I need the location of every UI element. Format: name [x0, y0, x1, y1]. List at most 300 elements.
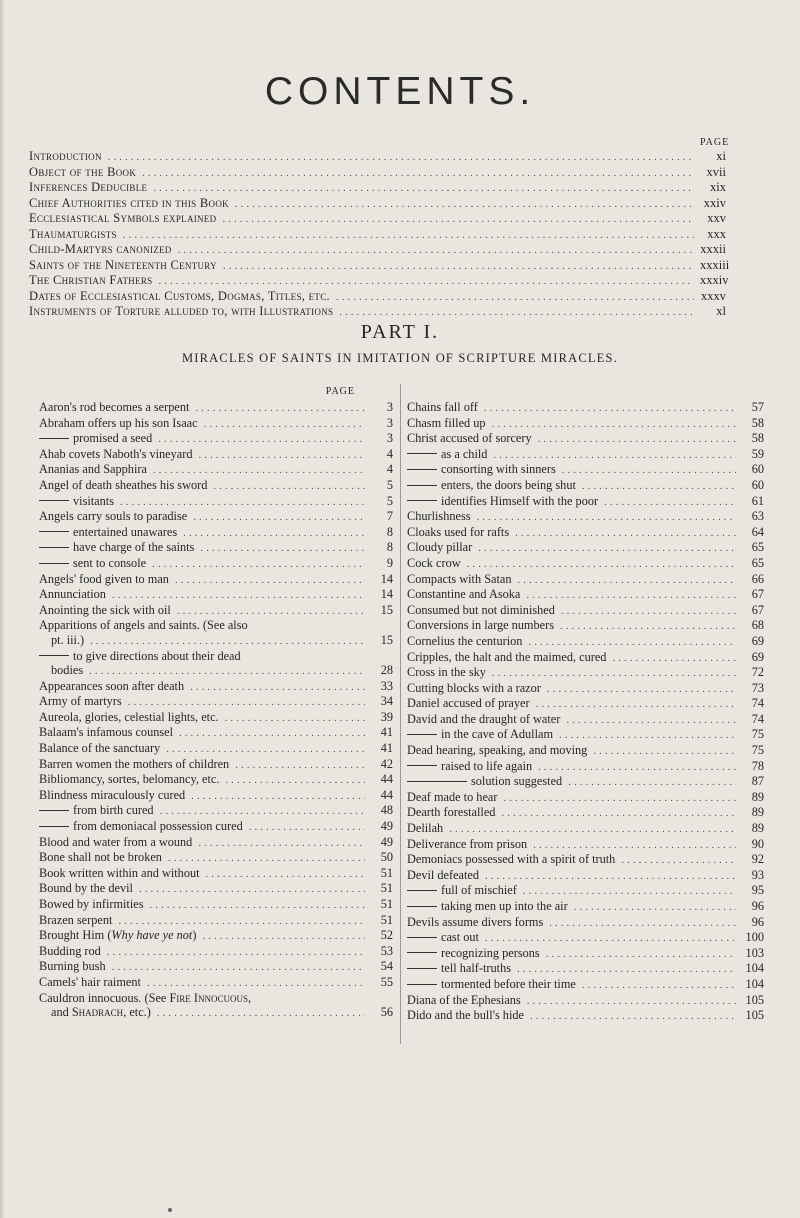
index-entry-page: 4 — [386, 446, 393, 461]
dot-leader — [157, 1006, 365, 1021]
dot-leader — [547, 682, 736, 697]
index-entry-page: 42 — [380, 756, 393, 771]
dot-leader — [166, 742, 365, 757]
dot-leader — [160, 804, 365, 819]
part-subtitle: MIRACLES OF SAINTS IN IMITATION OF SCRIPTURE MIRACLES. — [181, 351, 619, 365]
index-entry[interactable] — [39, 881, 393, 897]
index-entry[interactable] — [407, 837, 764, 853]
index-entry[interactable] — [407, 603, 764, 619]
index-entry-page: 3 — [386, 400, 393, 414]
index-entry-page: 50 — [380, 850, 393, 865]
dot-leader — [213, 479, 365, 494]
index-entry-page: 67 — [751, 587, 764, 602]
index-entry-label — [39, 725, 173, 740]
index-entry-page: 104 — [745, 976, 764, 991]
dot-leader — [536, 697, 736, 712]
index-entry-label — [407, 681, 541, 696]
index-entry-label — [407, 634, 522, 649]
index-entry-page: 65 — [751, 540, 764, 555]
dot-leader — [485, 931, 736, 946]
dot-leader — [90, 634, 365, 649]
index-entry-page: 73 — [751, 680, 764, 695]
index-entry-label — [39, 928, 196, 943]
index-entry[interactable] — [407, 790, 764, 806]
index-entry[interactable] — [39, 928, 393, 944]
dot-leader — [202, 929, 365, 944]
index-entry-text: Cornelius the centurion — [407, 633, 523, 648]
index-entry-label — [39, 788, 185, 803]
toc-row[interactable] — [29, 211, 726, 227]
index-entry-cross-ref: Fire Innocuous — [169, 990, 248, 1005]
index-entry-page: 93 — [751, 867, 764, 882]
index-entry-label — [39, 803, 154, 818]
index-entry[interactable] — [39, 725, 393, 741]
ditto-rule — [407, 937, 437, 938]
index-entry-page: 5 — [386, 477, 393, 492]
index-entry-page: 69 — [751, 633, 764, 648]
toc-entry-label: Ecclesiastical Symbols explained — [29, 211, 217, 225]
dot-leader — [89, 664, 365, 679]
index-entry-text: Dead hearing, speaking, and moving — [407, 743, 588, 758]
index-entry-label — [407, 572, 512, 587]
index-entry-text: Anointing the sick with oil — [39, 602, 171, 617]
index-entry-cross-ref: Shadrach — [71, 1005, 124, 1020]
index-entry[interactable] — [39, 694, 393, 710]
index-entry-label — [39, 525, 177, 540]
index-entry-page: 61 — [751, 493, 764, 508]
dot-leader — [449, 822, 736, 837]
index-entry[interactable] — [407, 899, 764, 915]
index-entry-label — [39, 694, 122, 709]
index-entry[interactable] — [407, 821, 764, 837]
ditto-rule — [39, 563, 69, 564]
index-entry-text: Blindness miraculously cured — [39, 787, 186, 802]
dot-leader — [582, 978, 736, 993]
dot-leader — [538, 760, 736, 775]
dot-leader — [200, 541, 365, 556]
toc-entry-page: xxxii — [700, 242, 726, 256]
index-entry[interactable] — [39, 663, 393, 679]
dot-leader — [530, 1009, 736, 1024]
index-entry[interactable] — [39, 556, 393, 572]
index-entry-label — [39, 649, 241, 664]
index-entry[interactable] — [407, 930, 764, 946]
index-entry-label — [407, 478, 576, 493]
index-entry[interactable] — [39, 478, 393, 494]
index-entry[interactable] — [407, 852, 764, 868]
toc-row[interactable] — [29, 242, 726, 258]
index-entry-label — [407, 930, 479, 945]
index-entry-label — [407, 650, 606, 665]
index-entry-label — [407, 603, 555, 618]
index-entry-text: Churlishness — [407, 509, 471, 524]
index-entry[interactable] — [39, 603, 393, 619]
toc-entry-page: xxv — [707, 211, 726, 225]
dot-leader — [235, 758, 365, 773]
dot-leader — [123, 229, 694, 241]
index-entry[interactable] — [407, 681, 764, 697]
index-entry[interactable] — [407, 712, 764, 728]
index-entry[interactable] — [407, 509, 764, 525]
index-entry[interactable] — [407, 556, 764, 572]
index-entry-text: have charge of the saints — [73, 540, 195, 555]
index-entry-text: Ahab covets Naboth's vineyard — [39, 446, 193, 461]
index-entry[interactable] — [39, 757, 393, 773]
index-entry[interactable] — [39, 913, 393, 929]
dot-leader — [249, 820, 365, 835]
index-entry[interactable] — [39, 447, 393, 463]
index-entry-text: Cutting blocks with a razor — [407, 680, 541, 695]
dot-leader — [150, 898, 365, 913]
toc-entry-label: Saints of the Nineteenth Century — [29, 257, 217, 272]
toc-entry-label: Inferences Deducible — [29, 180, 148, 194]
index-entry-label — [407, 431, 532, 446]
index-entry-page: 28 — [380, 663, 393, 678]
ditto-rule — [407, 781, 467, 782]
dot-leader — [118, 914, 365, 929]
index-entry[interactable] — [39, 494, 393, 510]
dot-leader — [204, 417, 365, 432]
index-entry-text: Budding rod — [39, 943, 101, 958]
index-entry[interactable] — [39, 400, 393, 416]
index-entry[interactable] — [407, 525, 764, 541]
index-entry-text: Burning bush — [39, 959, 106, 974]
index-column-left — [39, 386, 393, 1021]
index-entry[interactable] — [407, 540, 764, 556]
index-entry[interactable] — [407, 494, 764, 510]
index-entry-text: Cloudy pillar — [407, 540, 473, 555]
index-entry[interactable] — [39, 897, 393, 913]
toc-row[interactable] — [29, 149, 726, 165]
index-entry-label — [39, 881, 133, 896]
index-entry[interactable] — [39, 803, 393, 819]
ditto-rule — [39, 655, 69, 656]
index-entry[interactable] — [407, 805, 764, 821]
dot-leader — [559, 728, 736, 743]
toc-row[interactable] — [29, 227, 726, 243]
index-entry[interactable] — [407, 462, 764, 478]
index-entry-text: Book written within and without — [39, 865, 200, 880]
index-entry-page: 105 — [745, 992, 764, 1007]
dot-leader — [526, 588, 736, 603]
index-entry-text: full of mischief — [441, 883, 517, 898]
toc-entry-page: xxxiv — [700, 273, 729, 287]
index-entry[interactable] — [407, 961, 764, 977]
index-entry-label — [407, 993, 521, 1008]
dot-leader — [562, 463, 736, 478]
index-entry[interactable] — [407, 431, 764, 447]
dot-leader — [112, 960, 365, 975]
index-entry[interactable] — [407, 883, 764, 899]
index-entry-page: 87 — [751, 774, 764, 789]
index-entry-label — [407, 899, 568, 914]
dot-leader — [112, 588, 365, 603]
index-entry-text: to give directions about their dead — [73, 648, 241, 663]
index-entry[interactable] — [407, 993, 764, 1009]
index-entry-label — [407, 821, 443, 836]
index-entry[interactable] — [39, 991, 393, 1006]
toc-row[interactable] — [29, 304, 726, 320]
toc-row[interactable] — [29, 180, 726, 196]
index-entry-page: 52 — [380, 928, 393, 943]
index-entry[interactable] — [407, 946, 764, 962]
toc-entry-page: xvii — [706, 164, 726, 179]
index-entry[interactable] — [39, 850, 393, 866]
index-entry-page: 60 — [751, 477, 764, 492]
dot-leader — [574, 900, 736, 915]
index-entry-text: Dearth forestalled — [407, 805, 496, 820]
index-entry[interactable] — [39, 959, 393, 975]
index-entry[interactable] — [39, 975, 393, 991]
index-entry-page: 14 — [380, 571, 393, 586]
index-entry-page: 8 — [386, 540, 393, 555]
index-entry-text: tell half-truths — [441, 961, 512, 976]
index-entry-text: Dido and the bull's hide — [407, 1008, 524, 1023]
ditto-rule — [39, 810, 69, 811]
dot-leader — [484, 401, 736, 416]
dot-leader — [183, 526, 365, 541]
index-entry-label — [407, 525, 509, 540]
index-entry-page: 103 — [745, 945, 764, 960]
dot-leader — [199, 448, 366, 463]
index-entry-text: entertained unawares — [73, 524, 178, 539]
dot-leader — [527, 994, 736, 1009]
index-entry-label — [39, 618, 248, 633]
ditto-rule — [39, 531, 69, 532]
dot-leader — [604, 495, 736, 510]
index-entry-suffix: , — [247, 990, 252, 1005]
index-entry[interactable] — [407, 977, 764, 993]
index-entry-label — [407, 961, 511, 976]
index-entry-text: Devil defeated — [407, 867, 480, 882]
index-entry-page: 44 — [380, 787, 393, 802]
index-entry-label — [407, 400, 478, 415]
index-entry-text: enters, the doors being shut — [441, 477, 576, 492]
index-entry-page: 78 — [751, 758, 764, 773]
dot-leader — [336, 291, 694, 303]
index-entry-page: 4 — [386, 462, 393, 477]
index-entry[interactable] — [407, 743, 764, 759]
left-page-column-label: PAGE — [325, 386, 355, 397]
index-entry[interactable] — [39, 633, 393, 649]
index-entry-label — [407, 618, 554, 633]
index-entry-text: as a child — [441, 446, 488, 461]
index-entry[interactable] — [39, 416, 393, 432]
index-entry-label — [39, 400, 189, 415]
index-entry[interactable] — [39, 525, 393, 541]
dot-leader — [158, 432, 365, 447]
index-entry[interactable] — [39, 1005, 393, 1021]
index-entry-text: Bibliomancy, sortes, belomancy, etc. — [39, 772, 220, 787]
index-entry[interactable] — [407, 618, 764, 634]
dot-leader — [568, 775, 736, 790]
ditto-rule — [407, 984, 437, 985]
dot-leader — [518, 573, 736, 588]
index-entry-label — [407, 868, 479, 883]
index-entry-label — [407, 883, 517, 898]
index-entry-text: bodies — [51, 663, 84, 678]
index-entry-label — [39, 540, 194, 555]
index-entry-label — [39, 1005, 151, 1020]
toc-entry-page: xxiv — [703, 195, 726, 210]
index-entry-page: 5 — [386, 493, 393, 508]
index-entry-suffix: , etc.) — [123, 1005, 151, 1020]
dot-leader — [225, 711, 365, 726]
index-entry[interactable] — [407, 416, 764, 432]
index-entry-text: Balaam's infamous counsel — [39, 725, 174, 740]
index-entry[interactable] — [407, 868, 764, 884]
index-entry[interactable] — [39, 572, 393, 588]
index-entry-page: 53 — [380, 943, 393, 958]
index-entry-label — [39, 991, 251, 1006]
index-entry-text: Compacts with Satan — [407, 571, 512, 586]
dot-leader — [195, 401, 365, 416]
index-entry-text: recognizing persons — [441, 945, 540, 960]
index-entry-text: Chains fall off — [407, 400, 478, 414]
index-entry-page: 39 — [380, 709, 393, 724]
toc-row[interactable] — [29, 273, 729, 289]
index-entry-page: 8 — [386, 524, 393, 539]
index-entry-label — [407, 712, 560, 727]
index-entry[interactable] — [407, 759, 764, 775]
index-entry-label — [407, 665, 486, 680]
index-entry-page: 100 — [745, 930, 764, 945]
toc-row[interactable] — [29, 165, 726, 181]
index-entry-text: raised to life again — [441, 758, 533, 773]
index-entry-page: 74 — [751, 696, 764, 711]
dot-leader — [153, 463, 365, 478]
index-entry-page: 72 — [751, 665, 764, 680]
dot-leader — [478, 541, 736, 556]
ditto-rule — [407, 952, 437, 953]
index-entry[interactable] — [39, 772, 393, 788]
index-entry[interactable] — [407, 447, 764, 463]
index-entry-text: sent to console — [73, 555, 147, 570]
ditto-rule — [39, 547, 69, 548]
index-entry-label — [39, 478, 207, 493]
index-entry-label — [39, 772, 219, 787]
index-entry[interactable] — [39, 788, 393, 804]
index-entry[interactable] — [407, 1008, 764, 1024]
ditto-rule — [407, 485, 437, 486]
index-entry-label — [407, 540, 472, 555]
toc-row[interactable] — [29, 257, 730, 274]
index-entry-page: 3 — [386, 431, 393, 446]
dot-leader — [158, 275, 694, 287]
dot-leader — [621, 853, 736, 868]
index-entry-page: 56 — [380, 1005, 393, 1020]
index-entry[interactable] — [407, 634, 764, 650]
index-entry[interactable] — [407, 400, 764, 416]
index-entry-text: Ananias and Sapphira — [39, 462, 147, 477]
dot-leader — [528, 635, 736, 650]
index-entry-page: 104 — [745, 961, 764, 976]
index-entry[interactable] — [39, 819, 393, 835]
index-entry-label — [39, 556, 146, 571]
index-entry[interactable] — [39, 741, 393, 757]
index-entry-text: Cripples, the halt and the maimed, cured — [407, 649, 607, 664]
index-entry-page: 60 — [751, 462, 764, 477]
index-entry[interactable] — [39, 587, 393, 603]
index-entry-text: Cock crow — [407, 555, 461, 570]
index-entry-page: 92 — [751, 852, 764, 867]
index-entry[interactable] — [407, 665, 764, 681]
index-entry[interactable] — [39, 462, 393, 478]
toc-entry-label: Dates of Ecclesiastical Customs, Dogmas, Titles, etc. — [29, 288, 330, 303]
index-entry[interactable] — [39, 835, 393, 851]
index-entry[interactable] — [39, 540, 393, 556]
index-entry-italic: Why have ye not — [111, 928, 193, 943]
index-entry[interactable] — [39, 431, 393, 447]
dot-leader — [612, 651, 736, 666]
index-entry-text: tormented before their time — [441, 976, 576, 991]
dot-leader — [175, 573, 365, 588]
index-entry[interactable] — [407, 696, 764, 712]
index-entry-label — [407, 977, 576, 992]
toc-row[interactable] — [29, 196, 726, 212]
dot-leader — [177, 604, 365, 619]
toc-entry-page: xix — [710, 180, 726, 194]
index-entry[interactable] — [407, 650, 764, 666]
index-entry-text: Annunciation — [39, 587, 106, 602]
index-entry-page: 57 — [751, 400, 764, 414]
index-entry-page: 49 — [380, 834, 393, 849]
index-entry-page: 95 — [751, 883, 764, 898]
index-entry[interactable] — [39, 679, 393, 695]
index-entry-label — [39, 975, 141, 990]
index-entry[interactable] — [407, 774, 764, 790]
dot-leader — [235, 198, 694, 210]
dot-leader — [153, 182, 694, 194]
dot-leader — [191, 789, 365, 804]
index-entry-label — [39, 447, 193, 462]
index-entry-page: 7 — [386, 509, 393, 524]
index-entry-page: 69 — [751, 649, 764, 664]
index-entry[interactable] — [39, 866, 393, 882]
index-entry[interactable] — [407, 727, 764, 743]
index-entry-label — [407, 509, 471, 524]
index-entry[interactable] — [39, 649, 393, 664]
footer-dot — [168, 1208, 172, 1212]
index-entry-text: Cross in the sky — [407, 665, 486, 680]
index-entry-label — [39, 913, 112, 928]
index-entry-label — [39, 462, 147, 477]
index-entry[interactable] — [39, 509, 393, 525]
index-entry-text: Angels' food given to man — [39, 571, 169, 586]
index-entry-label — [39, 572, 169, 587]
index-entry-text: promised a seed — [73, 431, 153, 446]
toc-entry-label: The Christian Fathers — [29, 273, 153, 287]
index-entry[interactable] — [407, 478, 764, 494]
toc-row[interactable] — [29, 289, 726, 305]
index-entry-text: Barren women the mothers of children — [39, 756, 230, 771]
index-entry-text: Delilah — [407, 821, 444, 836]
index-entry[interactable] — [407, 915, 764, 931]
index-entry-label — [39, 944, 101, 959]
index-entry-label — [407, 946, 540, 961]
ditto-rule — [407, 469, 437, 470]
index-entry[interactable] — [39, 944, 393, 960]
index-entry[interactable] — [407, 587, 764, 603]
index-entry-page: 33 — [380, 678, 393, 693]
index-entry-label — [407, 790, 497, 805]
index-entry[interactable] — [407, 572, 764, 588]
index-entry[interactable] — [39, 710, 393, 726]
ditto-rule — [407, 453, 437, 454]
index-entry[interactable] — [39, 618, 393, 633]
index-entry-page: 96 — [751, 899, 764, 913]
dot-leader — [222, 213, 694, 225]
